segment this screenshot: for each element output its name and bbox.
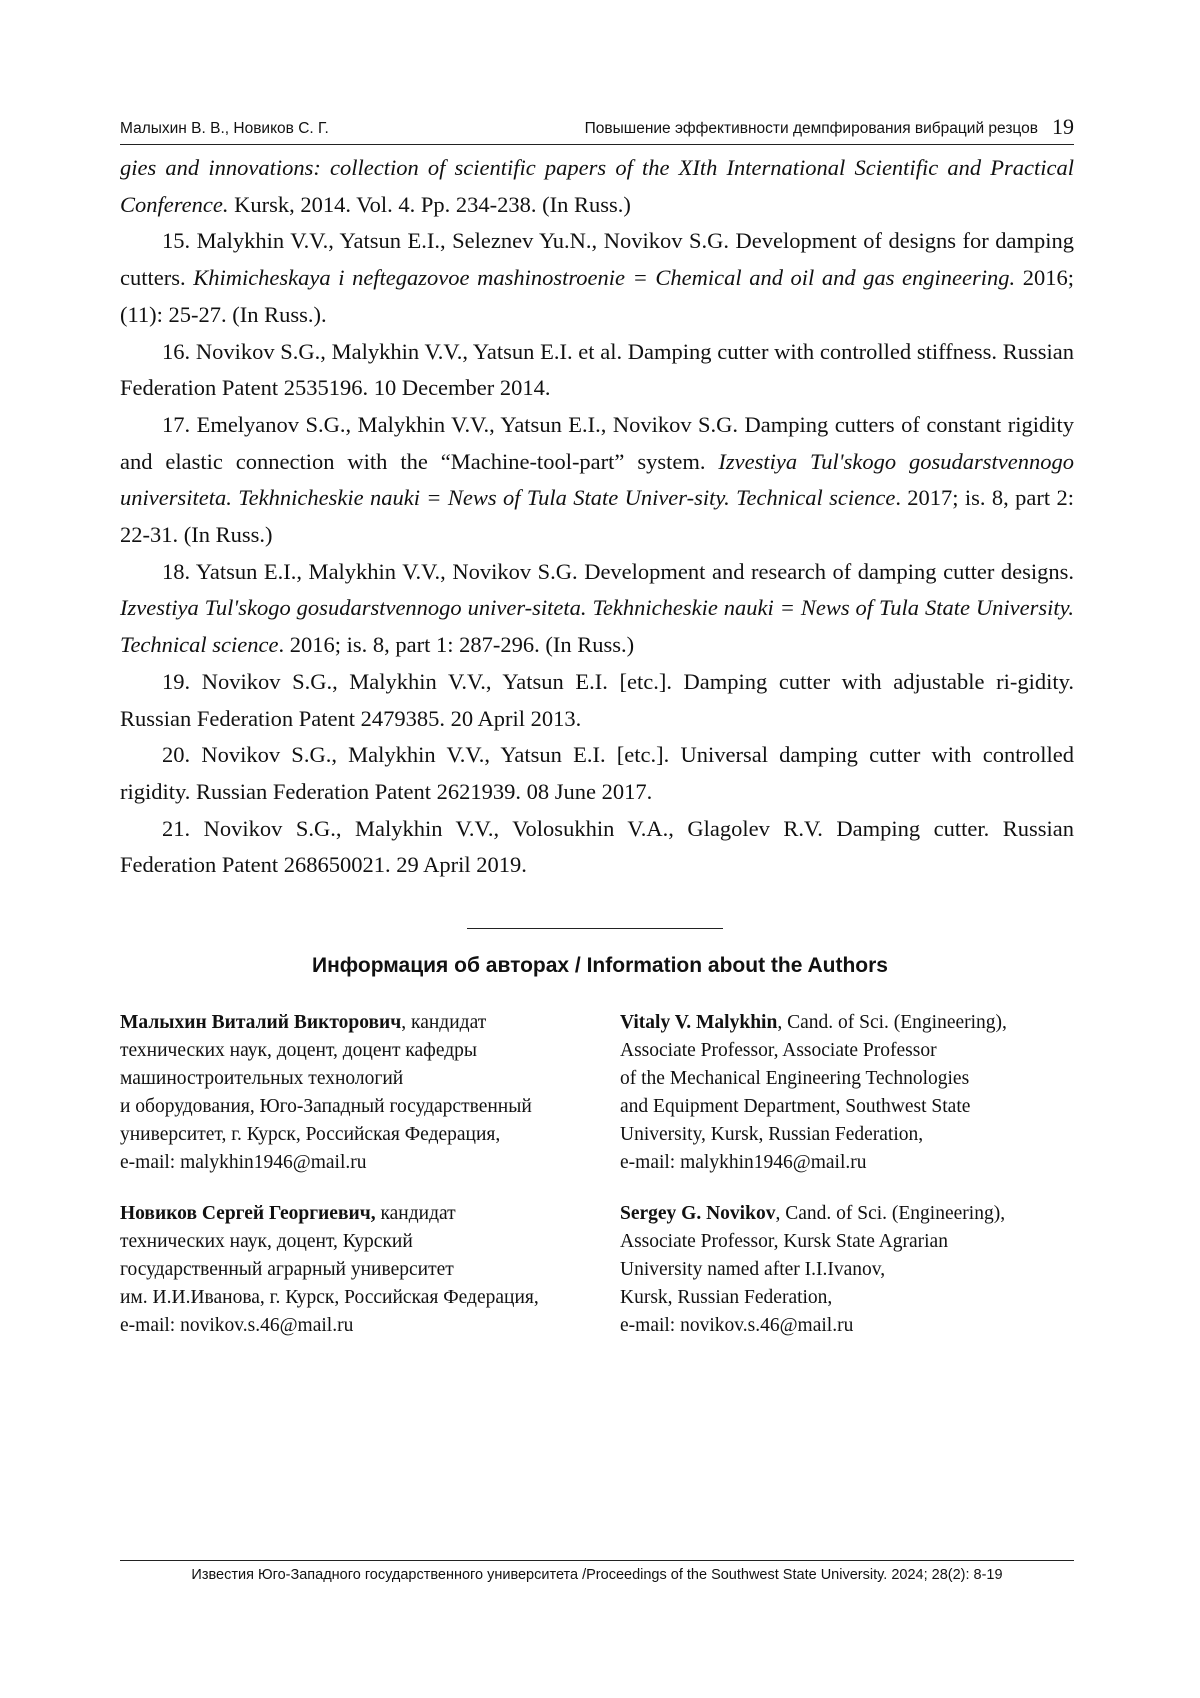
- reference-tail: . 2017; is. 8, part 2: 22-31. (In Russ.): [120, 485, 1074, 548]
- author-detail-line: машиностроительных технологий: [120, 1068, 404, 1089]
- reference-lead: 17. Emelyanov S.G., Malykhin V.V., Yatsun E.I., Novikov S.G. Damping cutters of constant rigidity and elastic connection with the “Machine-tool-part” system.: [120, 411, 1074, 474]
- reference-tail: Kursk, 2014. Vol. 4. Pp. 234-238. (In Russ.): [228, 191, 631, 217]
- author-detail-line: Associate Professor, Kursk State Agrarian: [620, 1231, 948, 1252]
- header-article-title: Повышение эффективности демпфирования вибраций резцов: [584, 120, 1038, 137]
- author-detail-line: of the Mechanical Engineering Technologies: [620, 1068, 970, 1089]
- running-footer: Известия Юго-Западного государственного университета /Proceedings of the Southwest State University. 2024; 28(2): 8-19: [120, 1560, 1074, 1583]
- author-detail-line: государственный аграрный университет: [120, 1259, 454, 1280]
- reference-lead: 16. Novikov S.G., Malykhin V.V., Yatsun E.I. et al. Damping cutter with controlled stiffness. Russian Federation Patent 2535196. 10 December 2014.: [120, 338, 1074, 401]
- author-info-en-malykhin: [620, 1009, 1100, 1177]
- author-detail-line: Kursk, Russian Federation,: [620, 1287, 833, 1308]
- author-detail-line: University named after I.I.Ivanov,: [620, 1259, 886, 1280]
- author-email: e-mail: novikov.s.46@mail.ru: [120, 1315, 354, 1336]
- reference-italic: Khimicheskaya i neftegazovoe mashinostroenie = Chemical and oil and gas engineering.: [193, 265, 1016, 291]
- author-degree: , кандидат: [401, 1012, 487, 1033]
- author-name-line: [120, 1200, 600, 1228]
- reference-lead: 18. Yatsun E.I., Malykhin V.V., Novikov S.G. Development and research of damping cutter designs.: [162, 558, 1074, 584]
- reference-tail: 2016; (11): 25-27. (In Russ.).: [120, 265, 1074, 327]
- author-detail-line: им. И.И.Иванова, г. Курск, Российская Федерация,: [120, 1287, 539, 1308]
- reference-lead: 19. Novikov S.G., Malykhin V.V., Yatsun E.I. [etc.]. Damping cutter with adjustable ri-gidity. Russian Federation Patent 2479385. 20 April 2013.: [120, 668, 1074, 731]
- author-detail-line: технических наук, доцент, Курский: [120, 1231, 413, 1252]
- reference-tail: . 2016; is. 8, part 1: 287-296. (In Russ.): [278, 632, 635, 658]
- author-detail-line: and Equipment Department, Southwest State: [620, 1096, 971, 1117]
- running-header: [120, 106, 1074, 145]
- author-detail-line: University, Kursk, Russian Federation,: [620, 1124, 924, 1145]
- reference-item-21: [120, 811, 1074, 884]
- author-detail-line: Associate Professor, Associate Professor: [620, 1040, 937, 1061]
- author-name: Vitaly V. Malykhin: [620, 1012, 778, 1033]
- author-degree: , Cand. of Sci. (Engineering),: [775, 1203, 1006, 1224]
- author-detail-line: технических наук, доцент, доцент кафедры: [120, 1040, 477, 1061]
- author-info-ru-novikov: [120, 1200, 600, 1340]
- author-email: e-mail: novikov.s.46@mail.ru: [620, 1315, 854, 1336]
- author-name-line: [620, 1009, 1100, 1037]
- reference-list: [120, 150, 1074, 884]
- header-authors: Малыхин В. В., Новиков С. Г.: [120, 120, 329, 137]
- author-name: Sergey G. Novikov: [620, 1203, 776, 1224]
- reference-lead: 15. Malykhin V.V., Yatsun E.I., Seleznev Yu.N., Novikov S.G. Development of designs for damping cutters.: [120, 228, 1074, 291]
- author-info-en-novikov: [620, 1200, 1100, 1340]
- author-name: Новиков Сергей Георгиевич,: [120, 1203, 376, 1224]
- reference-italic: Izvestiya Tul'skogo gosudarstvennogo univer-siteta. Tekhnicheskie nauki = News of Tula State University. Technical science: [120, 595, 1074, 658]
- author-name-line: [620, 1200, 1100, 1228]
- reference-lead: 21. Novikov S.G., Malykhin V.V., Volosukhin V.A., Glagolev R.V. Damping cutter. Russian Federation Patent 268650021. 29 April 2019.: [120, 815, 1074, 878]
- author-degree: , Cand. of Sci. (Engineering),: [777, 1012, 1007, 1033]
- reference-lead: 20. Novikov S.G., Malykhin V.V., Yatsun E.I. [etc.]. Universal damping cutter with controlled rigidity. Russian Federation Patent 2621939. 08 June 2017.: [120, 742, 1074, 804]
- reference-item-16: [120, 334, 1074, 407]
- author-detail-line: университет, г. Курск, Российская Федерация,: [120, 1124, 501, 1145]
- reference-item-17: [120, 407, 1074, 554]
- author-email: e-mail: malykhin1946@mail.ru: [620, 1152, 867, 1173]
- author-degree: кандидат: [375, 1203, 456, 1224]
- author-name-line: [120, 1009, 600, 1037]
- reference-item-18: [120, 554, 1074, 664]
- reference-italic: Izvestiya Tul'skogo gosudarstvennogo universiteta. Tekhnicheskie nauki = News of Tula State Univer-sity. Technical science: [120, 448, 1074, 511]
- reference-italic: gies and innovations: collection of scientific papers of the XIth International Scientific and Practical Conference.: [120, 155, 1074, 217]
- author-email: e-mail: malykhin1946@mail.ru: [120, 1152, 367, 1173]
- reference-item-20: [120, 737, 1074, 810]
- reference-continuation: [120, 150, 1074, 223]
- author-name: Малыхин Виталий Викторович: [120, 1012, 402, 1033]
- authors-info-heading: Информация об авторах / Information about the Authors: [312, 954, 888, 977]
- reference-item-15: [120, 223, 1074, 333]
- page-number: 19: [1052, 114, 1074, 139]
- section-separator: [467, 928, 723, 929]
- reference-item-19: [120, 664, 1074, 737]
- author-info-ru-malykhin: [120, 1009, 600, 1177]
- author-detail-line: и оборудования, Юго-Западный государственный: [120, 1096, 532, 1117]
